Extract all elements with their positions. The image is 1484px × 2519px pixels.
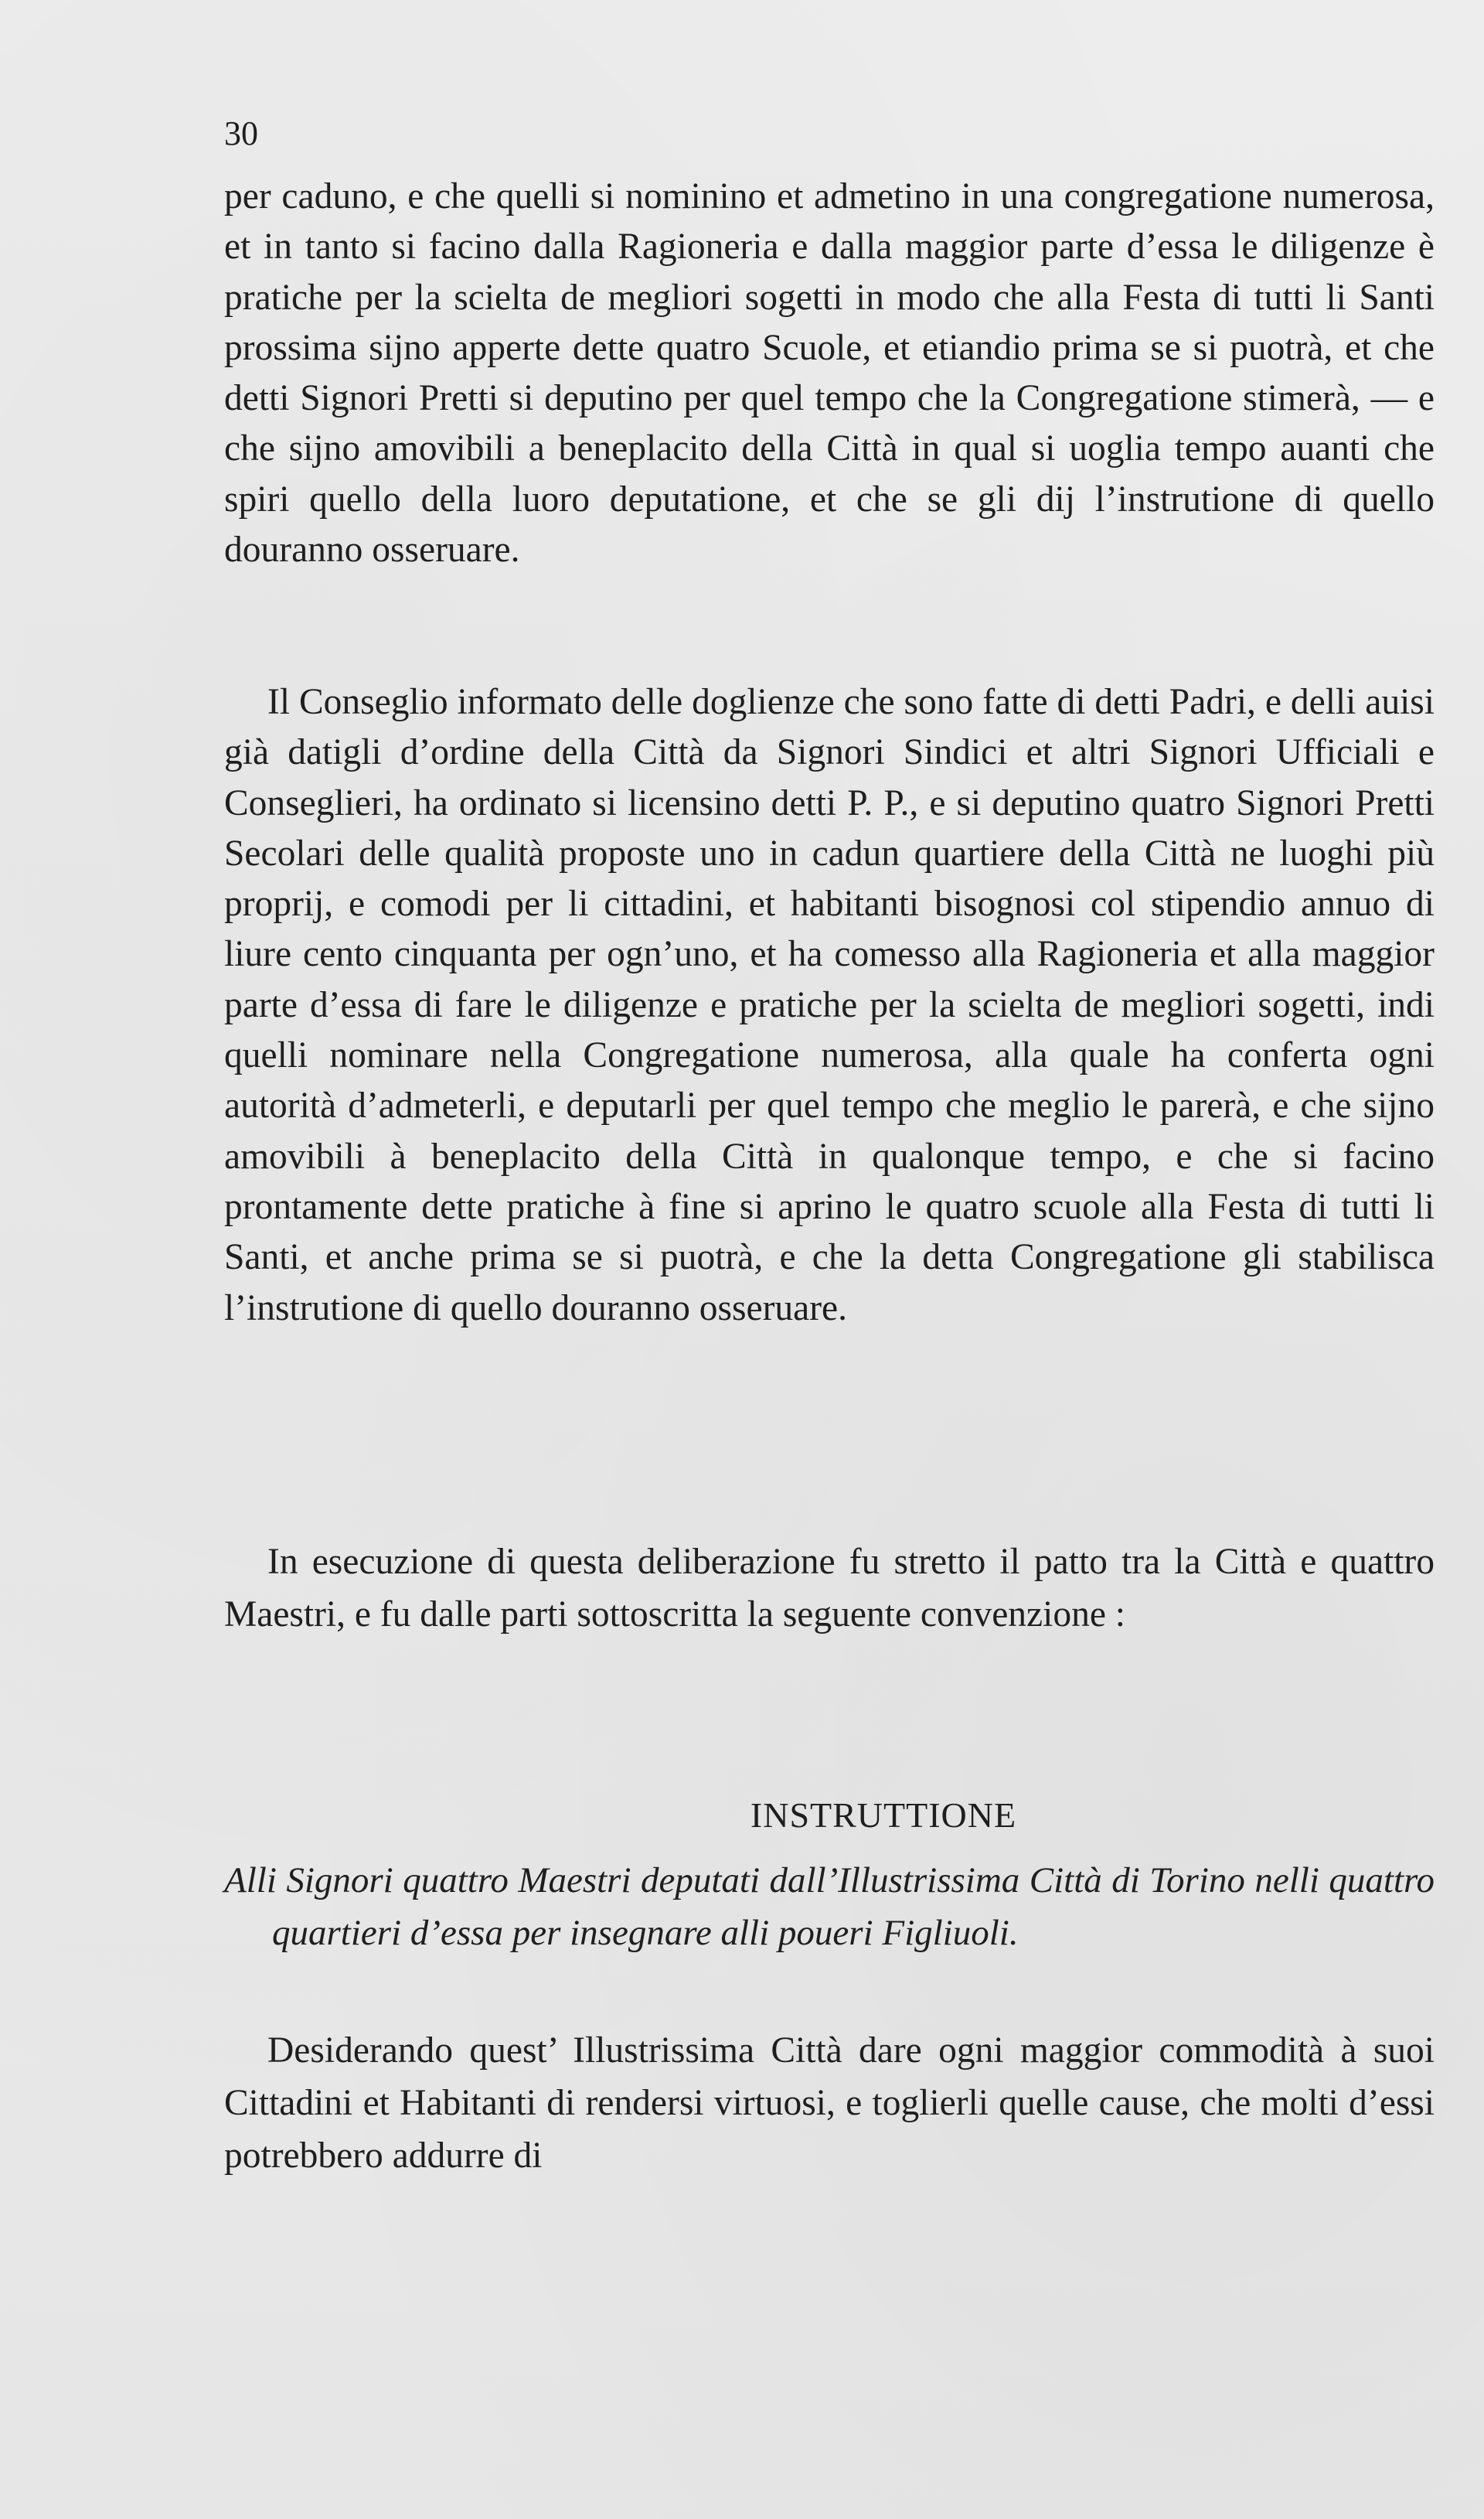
paragraph-4: Desiderando quest’ Illustrissima Città dare ogni maggior commodità à suoi Cittadini et Habitanti di rendersi virtuosi, e toglierli quelle cause, che molti d’essi potrebbero addurre di bbox=[224, 2030, 1435, 2176]
section-subtitle: Alli Signori quattro Maestri deputati dall’Illustrissima Città di Torino nelli quattro quartieri d’essa per insegnare alli poueri Figliuoli. bbox=[224, 1860, 1435, 1953]
page-number: 30 bbox=[224, 114, 258, 152]
paragraph-1: per caduno, e che quelli si nominino et admetino in una congregatione numerosa, et in tanto si facino dalla Ragioneria e dalla maggior parte d’essa le diligenze è pratiche per la scielta de megliori sogetti in modo che alla Festa di tutti li Santi prossima sijno apperte dette quatro Scuole, et etiandio prima se si puotrà, et che detti Signori Pretti si deputino per quel tempo che la Congregatione stimerà, — e che sijno amovibili a beneplacito della Città in qual si uoglia tempo auanti che spiri quello della luoro deputatione, et che se gli dij l’instrutione di quello douranno osseruare. bbox=[224, 176, 1435, 571]
paragraph-3: In esecuzione di questa deliberazione fu stretto il patto tra la Città e quattro Maestri, e fu dalle parti sottoscritta la seguente convenzione : bbox=[224, 1542, 1435, 1634]
paragraph-2: Il Conseglio informato delle doglienze che sono fatte di detti Padri, e delli auisi già datigli d’ordine della Città da Signori Sindici et altri Signori Ufficiali e Conseglieri, ha ordinato si licensino detti P. P., e si deputino quatro Signori Pretti Secolari delle qualità proposte uno in cadun quartiere della Città ne luoghi più proprij, e comodi per li cittadini, et habitanti bisognosi col stipendio annuo di liure cento cinquanta per ogn’uno, et ha comesso alla Ragioneria et alla maggior parte d’essa di fare le diligenze e pratiche per la scielta de megliori sogetti, indi quelli nominare nella Congregatione numerosa, alla quale ha conferta ogni autorità d’admeterli, e deputarli per quel tempo che meglio le parerà, e che sijno amovibili à beneplacito della Città in qualonque tempo, e che si facino prontamente dette pratiche à fine si aprino le quatro scuole alla Festa di tutti li Santi, et anche prima se si puotrà, e che la detta Congregatione gli stabilisca l’instrutione di quello douranno osseruare. bbox=[224, 682, 1435, 1328]
section-heading: INSTRUTTIONE bbox=[750, 1795, 1017, 1835]
